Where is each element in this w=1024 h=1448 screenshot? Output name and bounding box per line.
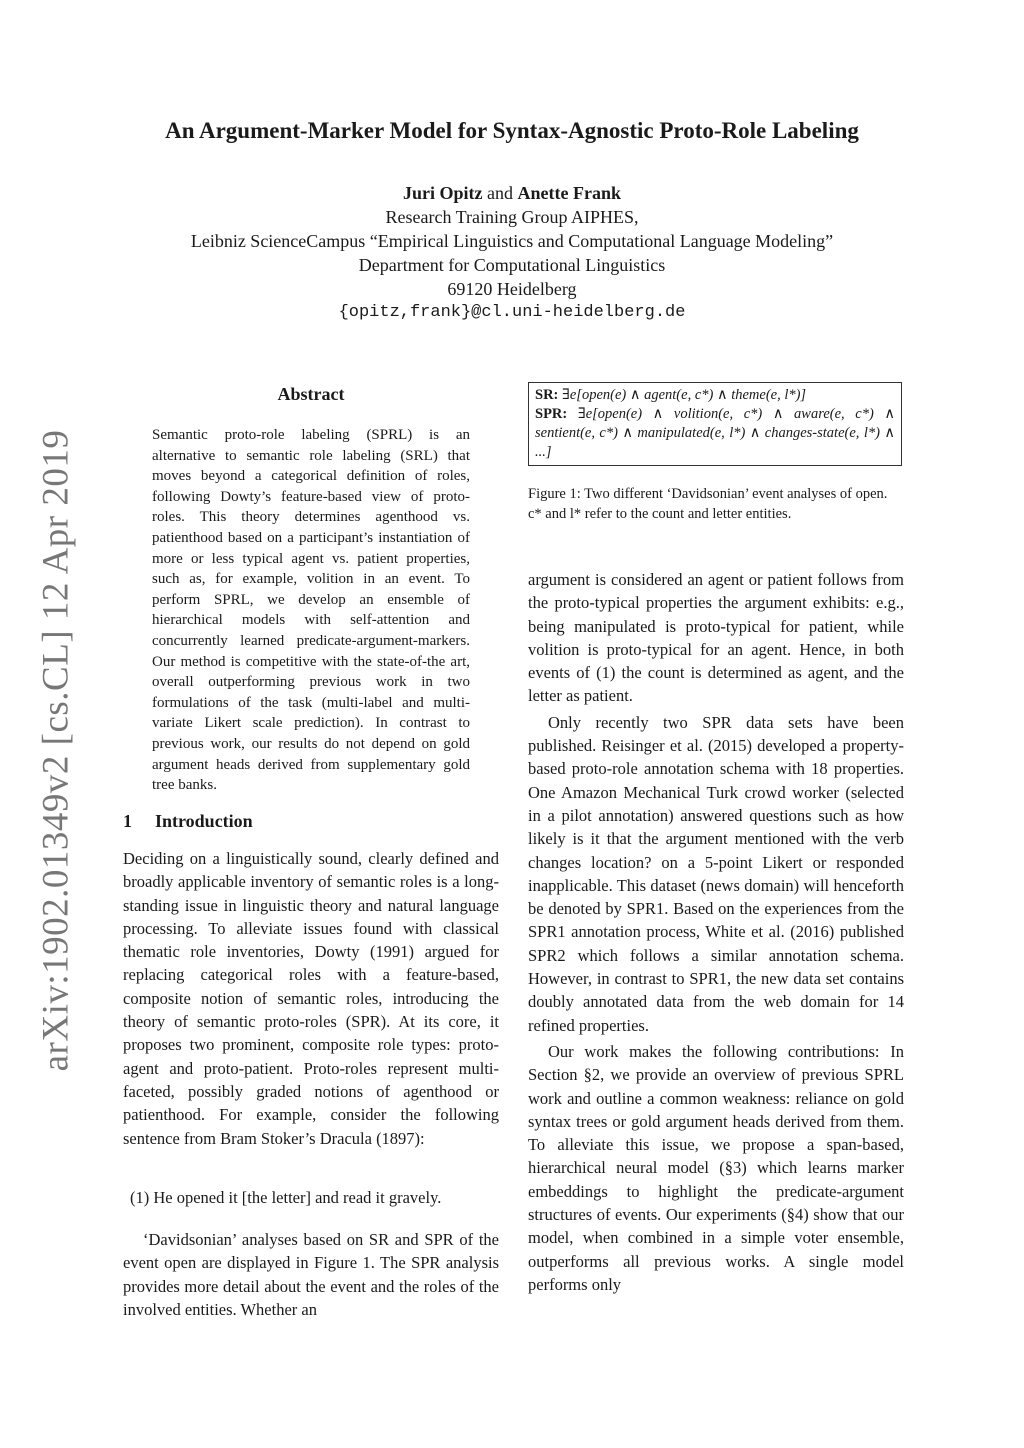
arxiv-id: arXiv:1902.01349v2 [cs.CL] 12 Apr 2019: [35, 429, 77, 1071]
section-number: 1: [123, 811, 132, 831]
right-para-2: Only recently two SPR data sets have been published. Reisinger et al. (2015) developed a property-based proto-role annotation schema with 18 properties. One Amazon Mechanical Turk crowd worker (selected in a pilot annotation) answered questions such as how likely is it that the argument mentioned with the verb changes location? on a 5-point Likert or responded inapplicable. This dataset (news domain) will henceforth be denoted by SPR1. Based on the experiences from the SPR1 annotation process, White et al. (2016) published SPR2 which follows a similar annotation schema. However, in contrast to SPR1, the new data set contains doubly annotated data from the web domain for 14 refined properties.: [528, 712, 904, 1035]
right-para-3: Our work makes the following contributions: In Section §2, we provide an overview of previous SPRL work and outline a common weakness: reliance on gold syntax trees or gold argument heads derived from them. To alleviate this issue, we propose a span-based, hierarchical neural model (§3) which learns marker embeddings to highlight the predicate-argument structures of events. Our experiments (§4) show that our model, when combined in a simple voter ensemble, outperforms all previous works. A single model performs only: [528, 1041, 904, 1294]
sr-label: SR:: [535, 387, 559, 403]
affiliation-2: Leibniz ScienceCampus “Empirical Linguistics and Computational Language Modeling”: [190, 231, 834, 251]
affiliation-1: Research Training Group AIPHES,: [385, 207, 639, 227]
intro-text-1: Deciding on a linguistically sound, clearly defined and broadly applicable inventory of semantic roles is a long-standing issue in linguistic theory and natural language processing. To alleviate issues found with classical thematic role inventories, Dowty (1991) argued for replacing categorical roles with a feature-based, composite notion of semantic roles, introducing the theory of semantic proto-roles (SPR). At its core, it proposes two prominent, composite role types: proto-agent and proto-patient. Proto-roles represent multi-faceted, possibly graded notions of agenthood or patienthood. For example, consider the following sentence from Bram Stoker’s Dracula (1897):: [123, 849, 499, 1148]
author-block: [0, 181, 1024, 325]
paper-title: An Argument-Marker Model for Syntax-Agnostic Proto-Role Labeling: [165, 118, 859, 143]
abstract-heading: Abstract: [277, 384, 345, 404]
spr-analysis: [535, 405, 895, 462]
author-2: Anette Frank: [517, 183, 621, 203]
author-line: [0, 181, 1024, 205]
section-heading: [123, 811, 253, 832]
intro-paragraph-2: [123, 1228, 499, 1321]
intro-paragraph-1: [123, 847, 499, 1150]
affiliation-4: 69120 Heidelberg: [447, 279, 577, 299]
author-and: and: [487, 183, 513, 203]
right-para-1: argument is considered an agent or patient follows from the proto-typical properties the argument exhibits: e.g., being manipulated is proto-typical for patient, while volition is proto-typical for an agent. Hence, in both events of (1) the count is determined as agent, and the letter as patient.: [528, 570, 904, 706]
figure-1-box: [528, 382, 902, 466]
spr-label: SPR:: [535, 406, 568, 422]
example-sentence: (1) He opened it [the letter] and read it gravely.: [130, 1188, 442, 1207]
intro-text-2: ‘Davidsonian’ analyses based on SR and SPR of the event open are displayed in Figure 1. The SPR analysis provides more detail about the event and the roles of the involved entities. Whether an: [123, 1230, 499, 1319]
affiliation-3: Department for Computational Linguistics: [358, 255, 666, 275]
figure-1-caption: Figure 1: Two different ‘Davidsonian’ event analyses of open. c* and l* refer to the count and letter entities.: [528, 486, 888, 522]
author-1: Juri Opitz: [403, 183, 483, 203]
author-email: {opitz,frank}@cl.uni-heidelberg.de: [338, 303, 686, 322]
abstract-text: Semantic proto-role labeling (SPRL) is an alternative to semantic role labeling (SRL) that moves beyond a categorical definition of roles, following Dowty’s feature-based view of proto-roles. This theory determines agenthood vs. patienthood based on a participant’s instantiation of more or less typical agent vs. patient properties, such as, for example, volition in an event. To perform SPRL, we develop an ensemble of hierarchical models with self-attention and concurrently learned predicate-argument-markers. Our method is competitive with the state-of-the art, overall outperforming previous work in two formulations of the task (multi-label and multi-variate Likert scale prediction). In contrast to previous work, our results do not depend on gold argument heads derived from supplementary gold tree banks.: [152, 427, 470, 794]
arxiv-stamp: [30, 429, 82, 1071]
sr-formula: ∃e[open(e) ∧ agent(e, c*) ∧ theme(e, l*)]: [562, 387, 807, 403]
spr-formula: ∃e[open(e) ∧ volition(e, c*) ∧ aware(e, c*) ∧ sentient(e, c*) ∧ manipulated(e, l*) ∧ changes-state(e, l*) ∧ ...]: [535, 406, 895, 460]
sr-analysis: [535, 386, 895, 405]
right-column: [528, 568, 904, 1296]
section-title: Introduction: [155, 811, 253, 831]
